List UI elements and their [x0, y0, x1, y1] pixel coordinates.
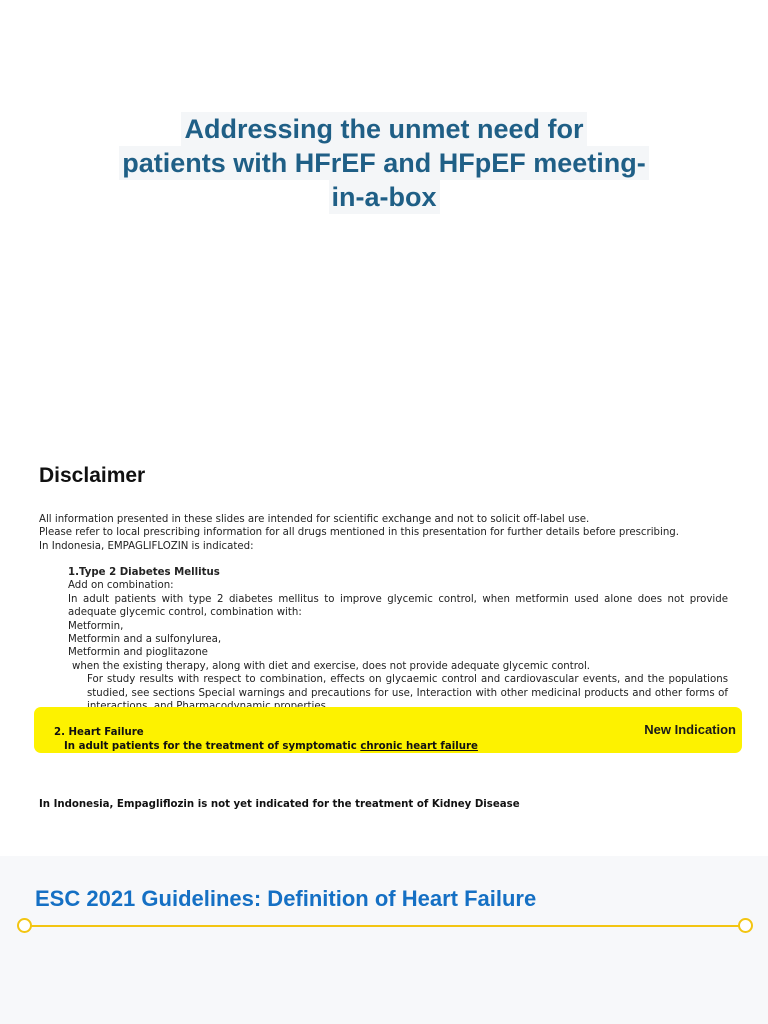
intro-line: In Indonesia, EMPAGLIFLOZIN is indicated:: [39, 540, 254, 552]
combo-item: Metformin and pioglitazone: [68, 647, 208, 659]
intro-line: Please refer to local prescribing information for all drugs mentioned in this presentation for further details before prescribing.: [39, 527, 680, 539]
timeline-divider: [17, 918, 753, 934]
title-slide: [0, 0, 768, 440]
add-on-label: Add on combination:: [68, 580, 174, 592]
timeline-line: [25, 925, 745, 927]
heart-failure-highlight: [34, 707, 742, 753]
title-line-3: in-a-box: [329, 180, 440, 214]
indication-diabetes-title: 1.Type 2 Diabetes Mellitus: [68, 567, 220, 578]
indication-diabetes: [68, 566, 728, 713]
study-note: For study results with respect to combination, effects on glycaemic control and cardiovascular events, and the populations studied, see sections Special warnings and precautions for use, Interaction with other medicinal products and other forms of: [87, 674, 728, 699]
timeline-end-dot-icon: [738, 918, 753, 933]
new-indication-badge: New Indication: [644, 722, 736, 737]
esc-guidelines-slide: [0, 856, 768, 1024]
chronic-heart-failure-link[interactable]: chronic heart failure: [360, 741, 478, 752]
kidney-disease-note: In Indonesia, Empagliflozin is not yet indicated for the treatment of Kidney Disease: [39, 799, 520, 810]
title-line-2: patients with HFrEF and HFpEF meeting-: [119, 146, 649, 180]
title-line-1: Addressing the unmet need for: [181, 112, 586, 146]
timeline-start-dot-icon: [17, 918, 32, 933]
heart-failure-text-prefix: In adult patients for the treatment of symptomatic: [64, 741, 361, 752]
combo-item: Metformin,: [68, 620, 124, 632]
heart-failure-text: [64, 741, 478, 752]
esc-title: ESC 2021 Guidelines: Definition of Heart Failure: [35, 886, 537, 911]
therapy-condition: when the existing therapy, along with diet and exercise, does not provide adequate glycemic control.: [72, 660, 591, 672]
combo-item: Metformin and a sulfonylurea,: [68, 634, 222, 646]
disclaimer-heading: Disclaimer: [39, 464, 146, 487]
disclaimer-slide: [0, 440, 768, 850]
presentation-title: [0, 112, 768, 214]
disclaimer-intro: [39, 513, 729, 553]
indication-diabetes-text: In adult patients with type 2 diabetes mellitus to improve glycemic control, when metformin used alone does not provide adequate glycemic control, combination with:: [68, 593, 728, 619]
intro-line: All information presented in these slides are intended for scientific exchange and not to solicit off-label use.: [39, 514, 590, 525]
heart-failure-title: 2. Heart Failure: [54, 727, 144, 738]
